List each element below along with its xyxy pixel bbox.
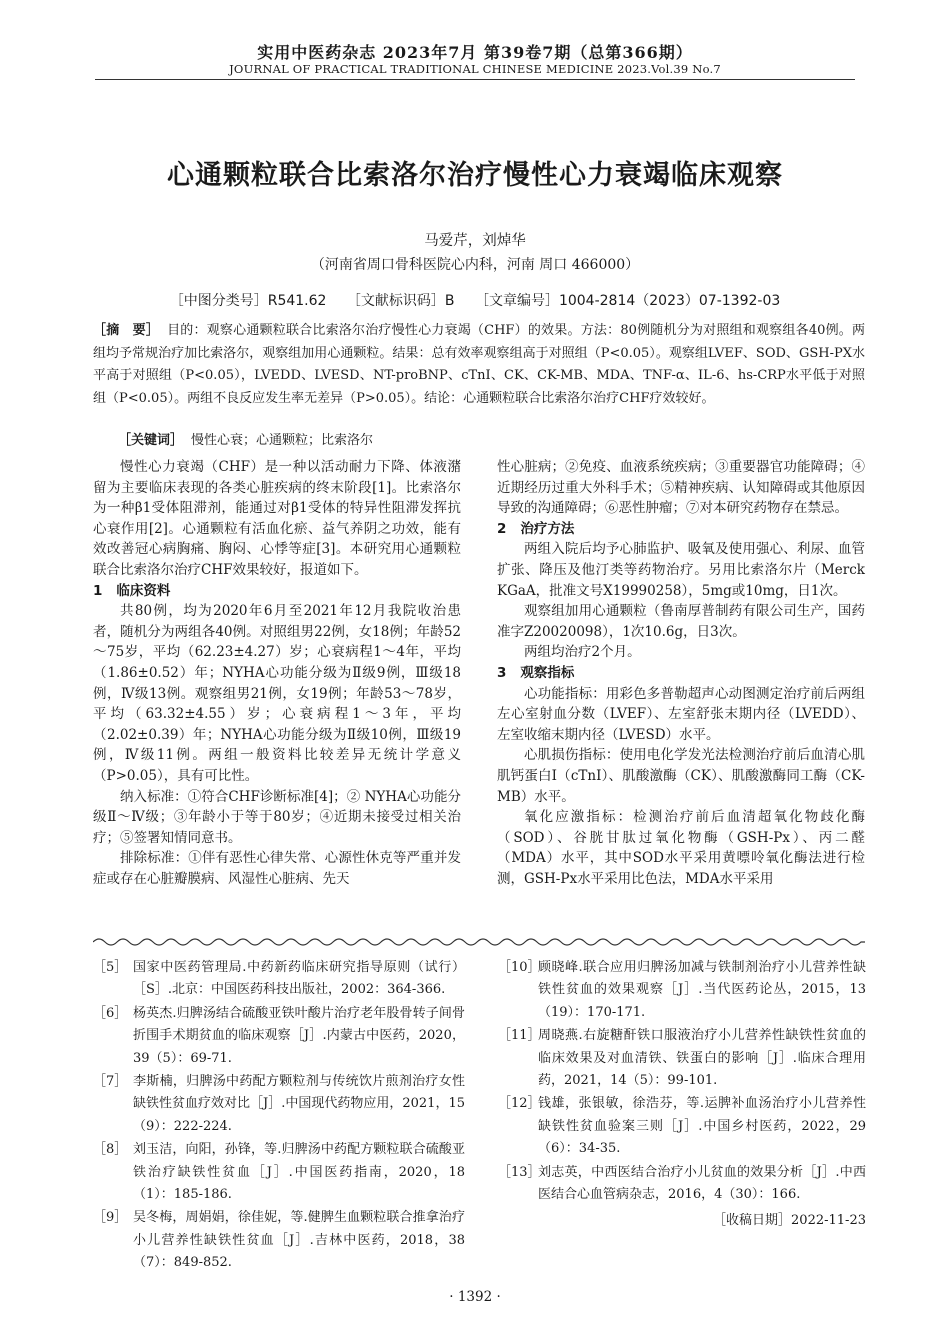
abstract-label: ［摘 要］ bbox=[93, 323, 160, 338]
article-number-label: ［文章编号］ bbox=[474, 293, 559, 309]
journal-header-en: JOURNAL OF PRACTICAL TRADITIONAL CHINESE MEDICINE 2023.Vol.39 No.7 bbox=[229, 62, 721, 76]
doc-code-label: ［文献标识码］ bbox=[346, 293, 445, 309]
reference-item: ［6］ 杨英杰.归脾汤结合硫酸亚铁叶酸片治疗老年股骨转子间骨折围手术期贫血的临床观察［J］.内蒙古中医药，2020，39（5）：69-71. bbox=[93, 1005, 465, 1066]
article-number-value: 1004-2814（2023）07-1392-03 bbox=[558, 293, 781, 309]
clc-label: ［中图分类号］ bbox=[169, 293, 268, 309]
inclusion-criteria: 纳入标准：①符合CHF诊断标准[4]；② NYHA心功能分级Ⅱ～Ⅳ级；③年龄小于等于80岁；④近期未接受过相关治疗；⑤签署知情同意书。 bbox=[93, 788, 461, 846]
body-column-left bbox=[93, 457, 461, 889]
reference-item: ［12］ 钱雄，张银敏，徐浩芬，等.运脾补血汤治疗小儿营养性缺铁性贫血验案三则［J］.中国乡村医药，2022，29（6）：34-35. bbox=[498, 1096, 866, 1157]
wavy-divider bbox=[93, 936, 865, 948]
reference-item: ［9］ 吴冬梅，周娟娟，徐佳妮，等.健脾生血颗粒联合推拿治疗小儿营养性缺铁性贫血［J］.吉林中医药，2018，38（7）：849-852. bbox=[93, 1210, 465, 1271]
received-date: ［收稿日期］2022-11-23 bbox=[713, 1213, 866, 1229]
treatment-paragraph-2: 观察组加用心通颗粒（鲁南厚普制药有限公司生产，国药准字Z20020098），1次10.6g，日3次。 bbox=[497, 603, 865, 640]
reference-item: ［8］ 刘玉洁，向阳，孙锋，等.归脾汤中药配方颗粒联合硫酸亚铁治疗缺铁性贫血［J］.中国医药指南，2020，18（1）：185-186. bbox=[93, 1142, 465, 1203]
journal-header-cn: 实用中医药杂志 2023年7月 第39卷7期（总第366期） bbox=[257, 43, 693, 62]
clc-value: R541.62 bbox=[267, 293, 327, 309]
article-title: 心通颗粒联合比索洛尔治疗慢性心力衰竭临床观察 bbox=[167, 160, 783, 191]
clinical-data-paragraph: 共80例，均为2020年6月至2021年12月我院收治患者，随机分为两组各40例。对照组男22例，女18例；年龄52～75岁，平均（62.23±4.27）岁；心衰病程1～4年，平均（1.86±0.52）年；NYHA心功能分级为Ⅱ级9例，Ⅲ级18例，Ⅳ级13例。观察组男21例，女19例；年龄53～78岁，平均（63.32±4.55）岁；心衰病程1～3年，平均（2.02±0.39）年；NYHA心功能分级为Ⅱ级10例，Ⅲ级19例，Ⅳ级11例。两组一般资料比较差异无统计学意义（P>0.05），具有可比性。 bbox=[93, 603, 461, 784]
section-heading-2: 2 治疗方法 bbox=[497, 520, 575, 537]
indicator-cardiac-function: 心功能指标：用彩色多普勒超声心动图测定治疗前后两组左心室射血分数（LVEF）、左室舒张末期内径（LVEDD）、左室收缩末期内径（LVESD）水平。 bbox=[497, 685, 865, 743]
affiliation: （河南省周口骨科医院心内科，河南 周口 466000） bbox=[310, 257, 640, 273]
section-heading-1: 1 临床资料 bbox=[93, 582, 171, 599]
page-number: · 1392 · bbox=[449, 1289, 501, 1305]
doc-code-value: B bbox=[444, 293, 455, 309]
section-heading-3: 3 观察指标 bbox=[497, 664, 575, 681]
abstract-text: 目的：观察心通颗粒联合比索洛尔治疗慢性心力衰竭（CHF）的效果。方法：80例随机分为对照组和观察组各40例。两组均予常规治疗加比索洛尔，观察组加用心通颗粒。结果：总有效率观察组高于对照组（P<0.05）。观察组LVEF、SOD、GSH-PX水平高于对照组（P<0.05），LVEDD、LVESD、NT-proBNP、cTnI、CK、CK-MB、MDA、TNF-α、IL-6、hs-CRP水平低于对照组（P<0.05）。两组不良反应发生率无差异（P>0.05）。结论：心通颗粒联合比索洛尔治疗CHF疗效较好。 bbox=[93, 323, 865, 406]
exclusion-criteria-cont: 性心脏病；②免疫、血液系统疾病；③重要器官功能障碍；④近期经历过重大外科手术；⑤精神疾病、认知障碍或其他原因导致的沟通障碍；⑥恶性肿瘤；⑦对本研究药物存在禁忌。 bbox=[497, 459, 865, 517]
reference-item: ［13］ 刘志英，中西医结合治疗小儿贫血的效果分析［J］.中西医结合心血管病杂志，2016，4（30）：166. bbox=[498, 1164, 866, 1203]
keywords-text: 慢性心衰；心通颗粒；比索洛尔 bbox=[191, 433, 374, 448]
references-left bbox=[93, 957, 465, 1276]
reference-item: ［7］ 李斯楠，归脾汤中药配方颗粒剂与传统饮片煎剂治疗女性缺铁性贫血疗效对比［J］.中国现代药物应用，2021，15（9）：222-224. bbox=[93, 1074, 465, 1134]
authors: 马爱芹，刘焯华 bbox=[424, 233, 526, 249]
body-column-right bbox=[497, 457, 865, 889]
intro-paragraph: 慢性心力衰竭（CHF）是一种以活动耐力下降、体液潴留为主要临床表现的各类心脏疾病的终末阶段[1]。比索洛尔为一种β1受体阻滞剂，能通过对β1受体的特异性阻滞发挥抗心衰作用[2]。心通颗粒有活血化瘀、益气养阴之功效，能有效改善冠心病胸痛、胸闷、心悸等症[3]。本研究用心通颗粒联合比索洛尔治疗CHF效果较好，报道如下。 bbox=[93, 459, 461, 578]
indicator-oxidative-stress: 氧化应激指标：检测治疗前后血清超氧化物歧化酶（SOD）、谷胱甘肽过氧化物酶（GSH-Px）、丙二醛（MDA）水平，其中SOD水平采用黄嘌呤氧化酶法进行检测，GSH-Px水平采用比色法，MDA水平采用 bbox=[497, 809, 865, 887]
treatment-paragraph-3: 两组均治疗2个月。 bbox=[524, 644, 641, 661]
header-divider bbox=[95, 79, 855, 80]
keywords bbox=[118, 431, 858, 451]
classification-line bbox=[0, 290, 950, 310]
reference-item: ［5］ 国家中医药管理局.中药新药临床研究指导原则（试行）［S］.北京：中国医药科技出版社，2002：364-366. bbox=[93, 960, 465, 998]
references-right bbox=[498, 957, 866, 1233]
keywords-label: ［关键词］ bbox=[118, 433, 184, 448]
indicator-myocardial-injury: 心肌损伤指标：使用电化学发光法检测治疗前后血清心肌肌钙蛋白I（cTnI）、肌酸激酶（CK）、肌酸激酶同工酶（CK-MB）水平。 bbox=[497, 747, 865, 805]
reference-item: ［11］ 周晓燕.右旋糖酐铁口服液治疗小儿营养性缺铁性贫血的临床效果及对血清铁、铁蛋白的影响［J］.临床合理用药，2021，14（5）：99-101. bbox=[498, 1028, 866, 1089]
abstract bbox=[93, 320, 865, 410]
reference-item: ［10］ 顾晓峰.联合应用归脾汤加减与铁制剂治疗小儿营养性缺铁性贫血的效果观察［J］.当代医药论丛，2015，13（19）：170-171. bbox=[498, 960, 866, 1020]
treatment-paragraph-1: 两组入院后均予心肺监护、吸氧及使用强心、利尿、血管扩张、降压及他汀类等药物治疗。另用比索洛尔片（Merck KGaA，批准文号X19990258），5mg或10mg，日1次。 bbox=[497, 541, 865, 599]
exclusion-criteria-start: 排除标准：①伴有恶性心律失常、心源性休克等严重并发症或存在心脏瓣膜病、风湿性心脏病、先天 bbox=[93, 850, 461, 887]
